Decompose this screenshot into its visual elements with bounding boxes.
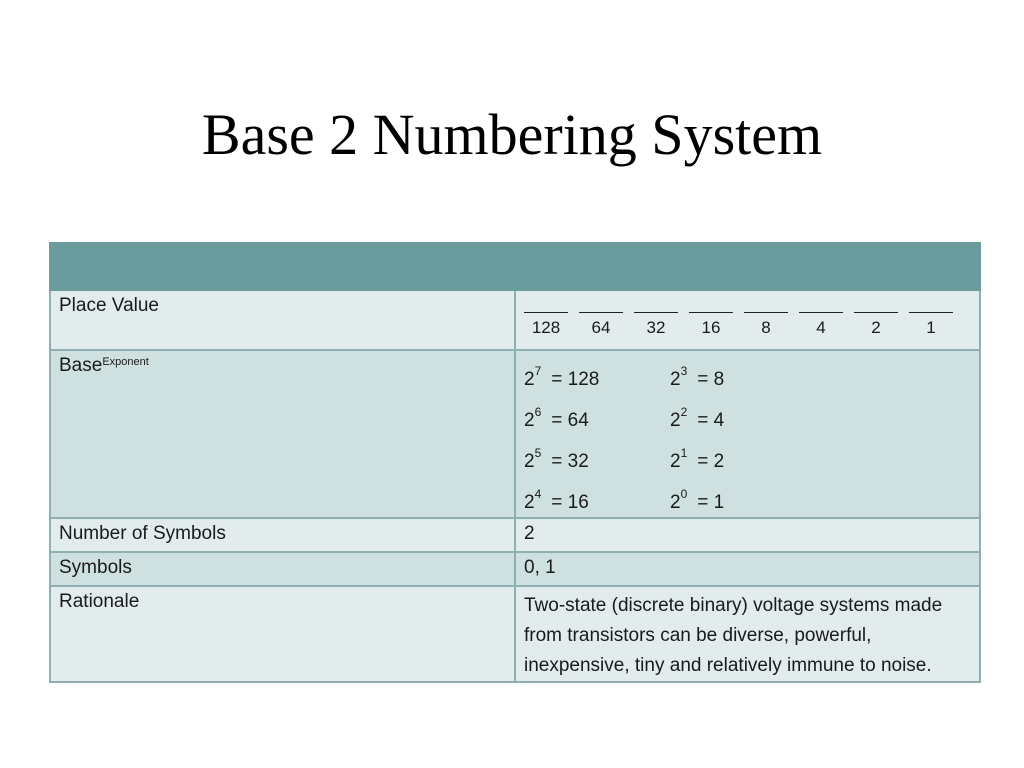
number-of-symbols-cell xyxy=(515,518,980,552)
base-label: Base xyxy=(59,355,103,376)
rationale-value: Two-state (discrete binary) voltage systems made from transistors can be diverse, powerful, inexpensive, tiny and relatively immune to noise. xyxy=(524,595,943,676)
number-of-symbols-value: 2 xyxy=(524,523,535,544)
symbols-value: 0, 1 xyxy=(524,557,556,578)
power-item: $2^4 = 16$ xyxy=(524,487,589,513)
base-exponent-label-cell xyxy=(50,350,515,518)
place-value-item: 2 xyxy=(854,312,898,338)
table-header-row xyxy=(50,243,980,290)
power-item: $2^1 = 2$ xyxy=(670,446,725,472)
exponent-label: Exponent xyxy=(102,356,149,368)
rationale-cell xyxy=(515,586,980,682)
power-item: $2^0 = 1$ xyxy=(670,487,725,513)
symbols-label-cell xyxy=(50,552,515,586)
power-item: $2^3 = 8$ xyxy=(670,364,725,390)
symbols-label: Symbols xyxy=(59,557,132,578)
table-row-number-of-symbols xyxy=(50,518,980,552)
place-value-item: 4 xyxy=(799,312,843,338)
rationale-label: Rationale xyxy=(59,591,140,612)
place-value-item: 16 xyxy=(689,312,733,338)
table-row-symbols xyxy=(50,552,980,586)
place-value-list xyxy=(524,312,971,338)
powers-grid xyxy=(524,357,971,517)
place-value-item: 32 xyxy=(634,312,678,338)
place-value-label-cell xyxy=(50,290,515,350)
table-row-rationale xyxy=(50,586,980,682)
table-row-place-value xyxy=(50,290,980,350)
place-value-item: 8 xyxy=(744,312,788,338)
power-item: $2^6 = 64$ xyxy=(524,405,589,431)
base2-table xyxy=(49,242,981,683)
number-of-symbols-label-cell xyxy=(50,518,515,552)
place-value-item: 1 xyxy=(909,312,953,338)
power-item: $2^2 = 4$ xyxy=(670,405,725,431)
power-item: $2^5 = 32$ xyxy=(524,446,589,472)
place-value-item: 64 xyxy=(579,312,623,338)
place-value-cell xyxy=(515,290,980,350)
base-exponent-label xyxy=(59,351,506,377)
table-row-base-exponent xyxy=(50,350,980,518)
powers-cell xyxy=(515,350,980,518)
slide-title: Base 2 Numbering System xyxy=(201,102,823,167)
place-value-label: Place Value xyxy=(59,295,159,316)
place-value-item: 128 xyxy=(524,312,568,338)
power-item: $2^7 = 128$ xyxy=(524,364,600,390)
table-header-cell xyxy=(50,243,980,290)
rationale-label-cell xyxy=(50,586,515,682)
symbols-cell xyxy=(515,552,980,586)
number-of-symbols-label: Number of Symbols xyxy=(59,523,226,544)
